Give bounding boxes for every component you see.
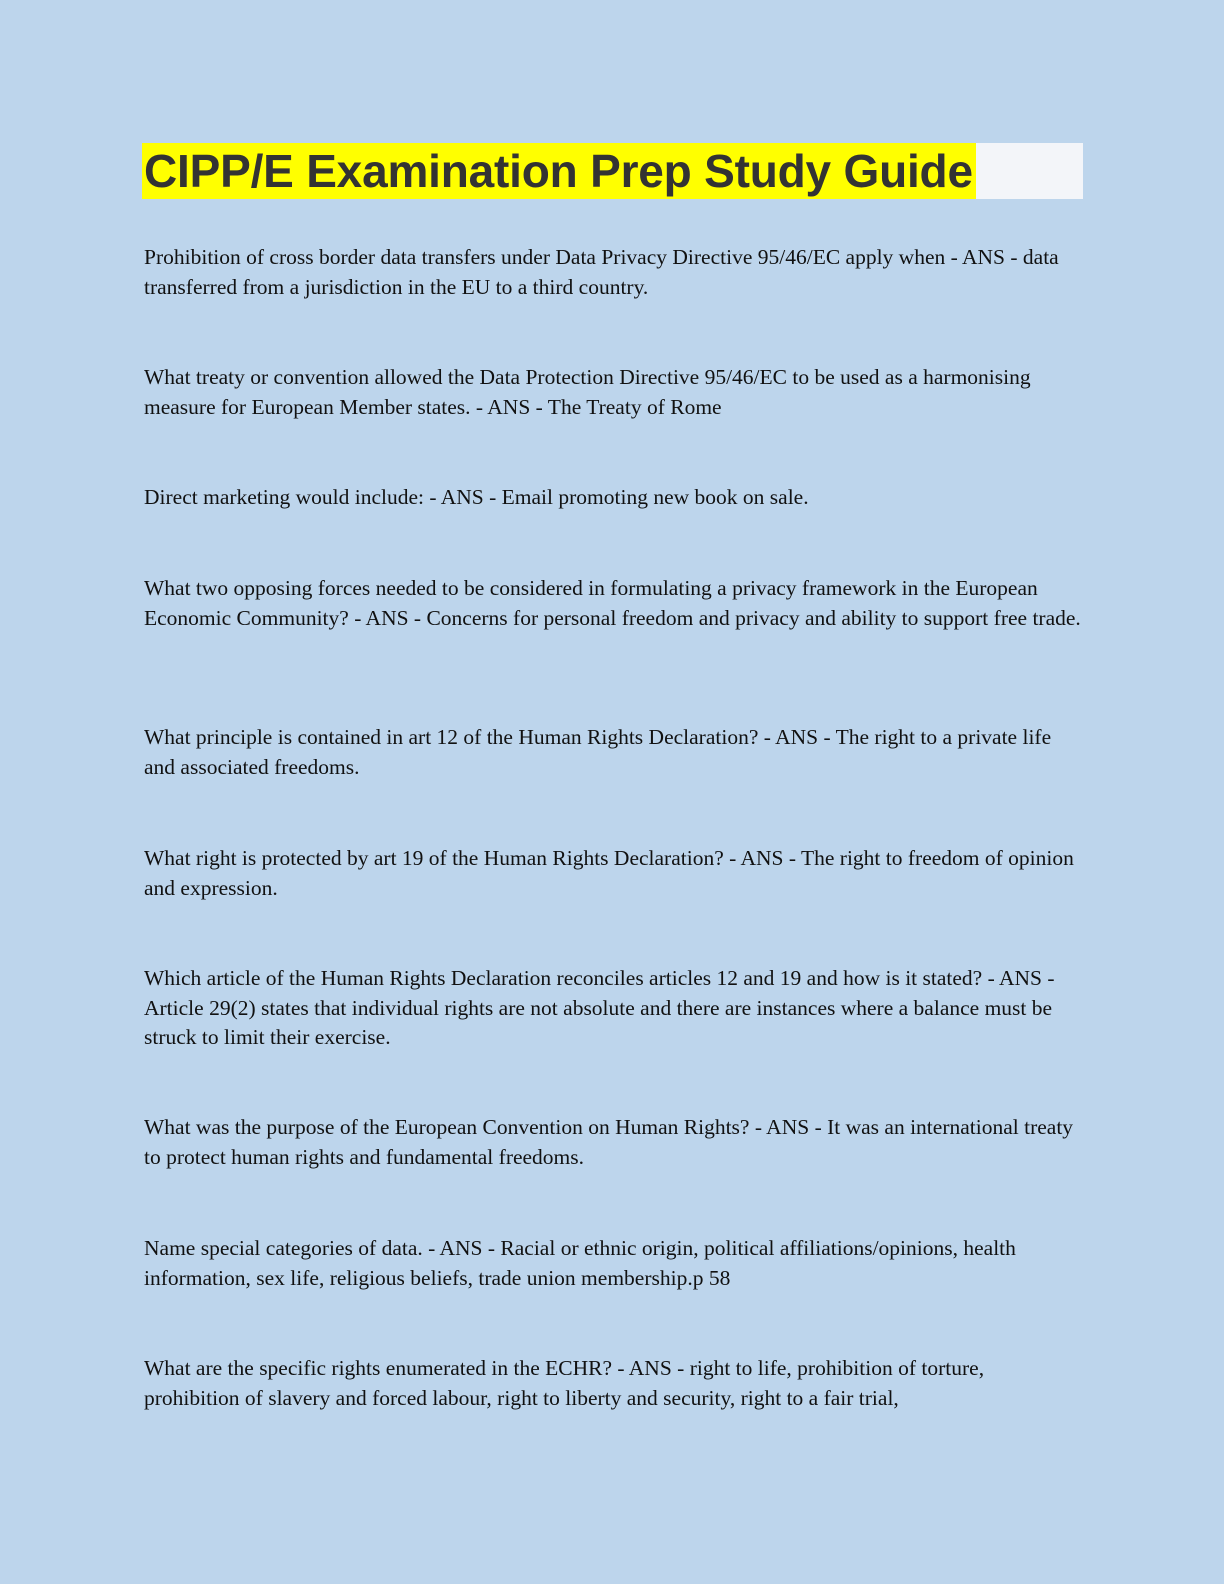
qa-item-1: Prohibition of cross border data transfers under Data Privacy Directive 95/46/EC apply when - ANS - data transferred from a jurisdiction in the EU to a third country.: [144, 245, 1059, 299]
qa-item-8: What was the purpose of the European Convention on Human Rights? - ANS - It was an international treaty to protect human rights and fundamental freedoms.: [144, 1115, 1074, 1169]
document-title: CIPP/E Examination Prep Study Guide: [144, 145, 973, 197]
qa-item-3: Direct marketing would include: - ANS - Email promoting new book on sale.: [144, 485, 809, 509]
qa-item-2: What treaty or convention allowed the Data Protection Directive 95/46/EC to be used as a harmonising measure for European Member states. - ANS - The Treaty of Rome: [144, 365, 1031, 419]
title-highlight: [142, 143, 976, 199]
qa-item-4: What two opposing forces needed to be considered in formulating a privacy framework in the European Economic Community? - ANS - Concerns for personal freedom and privacy and ability to support free trade.: [144, 576, 1081, 630]
qa-item-5: What principle is contained in art 12 of the Human Rights Declaration? - ANS - The right to a private life and associated freedoms.: [144, 725, 1052, 779]
qa-item-10: What are the specific rights enumerated in the ECHR? - ANS - right to life, prohibition of torture, prohibition of slavery and forced labour, right to liberty and security, right to a fair trial,: [144, 1356, 985, 1410]
qa-item-7: Which article of the Human Rights Declaration reconciles articles 12 and 19 and how is it stated? - ANS - Article 29(2) states that individual rights are not absolute and there are instances where a balance must be struck to limit their exercise.: [144, 966, 1055, 1050]
qa-item-9: Name special categories of data. - ANS - Racial or ethnic origin, political affiliations/opinions, health information, sex life, religious beliefs, trade union membership.p 58: [144, 1236, 1016, 1290]
qa-item-6: What right is protected by art 19 of the Human Rights Declaration? - ANS - The right to freedom of opinion and expression.: [144, 846, 1074, 900]
